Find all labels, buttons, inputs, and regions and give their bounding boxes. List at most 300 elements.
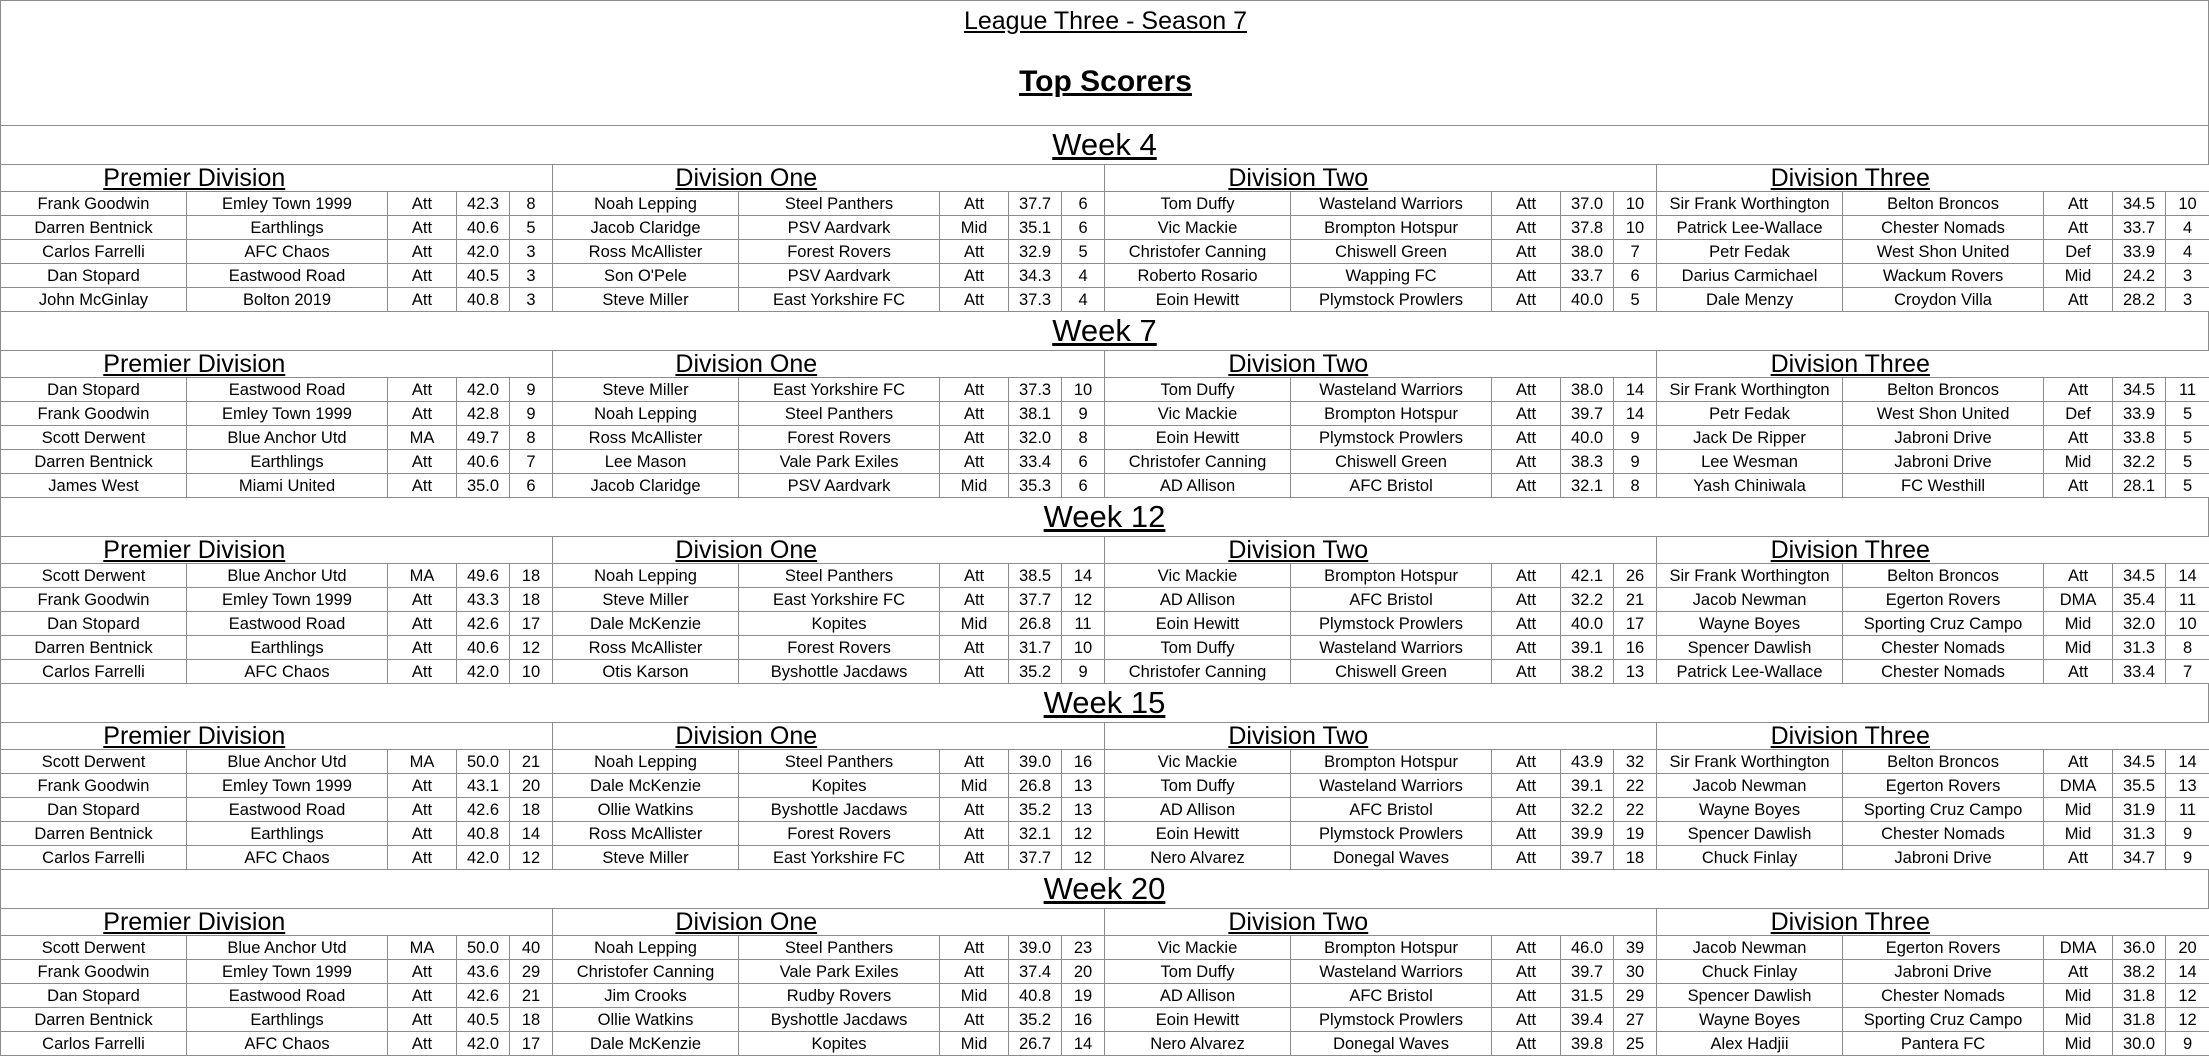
rating-cell: 39.7 bbox=[1561, 846, 1614, 870]
week-block bbox=[0, 870, 2209, 1056]
club-name-cell: East Yorkshire FC bbox=[739, 588, 940, 612]
goals-cell: 5 bbox=[2166, 450, 2209, 474]
rating-cell: 38.5 bbox=[1009, 564, 1062, 588]
table-row bbox=[1, 1008, 2209, 1032]
rating-cell: 26.7 bbox=[1009, 1032, 1062, 1056]
player-name-cell: Dan Stopard bbox=[1, 378, 187, 402]
rating-cell: 37.0 bbox=[1561, 192, 1614, 216]
division-header-row bbox=[1, 723, 2209, 750]
rating-cell: 50.0 bbox=[457, 750, 510, 774]
rating-cell: 34.5 bbox=[2113, 192, 2166, 216]
week-table bbox=[0, 536, 2209, 684]
player-name-cell: Vic Mackie bbox=[1105, 936, 1291, 960]
division-name: Division Three bbox=[1657, 351, 2044, 378]
rating-cell: 42.1 bbox=[1561, 564, 1614, 588]
week-block bbox=[0, 312, 2209, 498]
position-cell: Att bbox=[1492, 660, 1561, 684]
rating-cell: 39.9 bbox=[1561, 822, 1614, 846]
position-cell: Mid bbox=[940, 216, 1009, 240]
goals-cell: 4 bbox=[1062, 264, 1105, 288]
player-name-cell: Carlos Farrelli bbox=[1, 240, 187, 264]
table-row bbox=[1, 288, 2209, 312]
rating-cell: 35.2 bbox=[1009, 798, 1062, 822]
rating-cell: 38.1 bbox=[1009, 402, 1062, 426]
player-name-cell: Christofer Canning bbox=[1105, 660, 1291, 684]
rating-cell: 33.9 bbox=[2113, 240, 2166, 264]
position-cell: MA bbox=[388, 564, 457, 588]
position-cell: Mid bbox=[2044, 636, 2113, 660]
division-name: Premier Division bbox=[1, 723, 388, 750]
goals-cell: 18 bbox=[1614, 846, 1657, 870]
player-name-cell: Noah Lepping bbox=[553, 750, 739, 774]
club-name-cell: Kopites bbox=[739, 1032, 940, 1056]
player-name-cell: Tom Duffy bbox=[1105, 192, 1291, 216]
goals-cell: 32 bbox=[1614, 750, 1657, 774]
position-cell: Att bbox=[1492, 1032, 1561, 1056]
table-row bbox=[1, 216, 2209, 240]
week-block bbox=[0, 126, 2209, 312]
player-name-cell: Scott Derwent bbox=[1, 564, 187, 588]
position-cell: Att bbox=[1492, 378, 1561, 402]
rating-cell: 42.8 bbox=[457, 402, 510, 426]
position-cell: Att bbox=[388, 1008, 457, 1032]
position-cell: Att bbox=[940, 450, 1009, 474]
club-name-cell: Byshottle Jacdaws bbox=[739, 798, 940, 822]
club-name-cell: Blue Anchor Utd bbox=[187, 426, 388, 450]
rating-cell: 42.6 bbox=[457, 798, 510, 822]
player-name-cell: Darren Bentnick bbox=[1, 822, 187, 846]
player-name-cell: Noah Lepping bbox=[553, 564, 739, 588]
player-name-cell: Patrick Lee-Wallace bbox=[1657, 216, 1843, 240]
division-header-spacer bbox=[2044, 537, 2209, 564]
club-name-cell: Brompton Hotspur bbox=[1291, 936, 1492, 960]
player-name-cell: Son O'Pele bbox=[553, 264, 739, 288]
player-name-cell: Ollie Watkins bbox=[553, 1008, 739, 1032]
player-name-cell: Chuck Finlay bbox=[1657, 846, 1843, 870]
rating-cell: 39.8 bbox=[1561, 1032, 1614, 1056]
club-name-cell: AFC Chaos bbox=[187, 846, 388, 870]
rating-cell: 26.8 bbox=[1009, 774, 1062, 798]
club-name-cell: Plymstock Prowlers bbox=[1291, 1008, 1492, 1032]
table-row bbox=[1, 264, 2209, 288]
position-cell: Att bbox=[2044, 216, 2113, 240]
rating-cell: 39.1 bbox=[1561, 636, 1614, 660]
goals-cell: 9 bbox=[2166, 846, 2209, 870]
club-name-cell: Emley Town 1999 bbox=[187, 402, 388, 426]
goals-cell: 5 bbox=[1614, 288, 1657, 312]
rating-cell: 49.7 bbox=[457, 426, 510, 450]
position-cell: Att bbox=[940, 798, 1009, 822]
week-title: Week 15 bbox=[0, 684, 2209, 722]
goals-cell: 26 bbox=[1614, 564, 1657, 588]
player-name-cell: Roberto Rosario bbox=[1105, 264, 1291, 288]
rating-cell: 32.2 bbox=[1561, 798, 1614, 822]
goals-cell: 12 bbox=[1062, 588, 1105, 612]
rating-cell: 40.5 bbox=[457, 1008, 510, 1032]
goals-cell: 8 bbox=[510, 426, 553, 450]
position-cell: Att bbox=[940, 378, 1009, 402]
goals-cell: 19 bbox=[1614, 822, 1657, 846]
player-name-cell: Nero Alvarez bbox=[1105, 846, 1291, 870]
player-name-cell: Steve Miller bbox=[553, 378, 739, 402]
position-cell: Att bbox=[940, 960, 1009, 984]
goals-cell: 5 bbox=[2166, 474, 2209, 498]
goals-cell: 9 bbox=[510, 402, 553, 426]
goals-cell: 7 bbox=[2166, 660, 2209, 684]
position-cell: Mid bbox=[940, 774, 1009, 798]
goals-cell: 13 bbox=[1062, 798, 1105, 822]
player-name-cell: Jacob Claridge bbox=[553, 474, 739, 498]
rating-cell: 40.6 bbox=[457, 216, 510, 240]
rating-cell: 43.1 bbox=[457, 774, 510, 798]
player-name-cell: Spencer Dawlish bbox=[1657, 822, 1843, 846]
position-cell: Att bbox=[940, 936, 1009, 960]
rating-cell: 35.1 bbox=[1009, 216, 1062, 240]
player-name-cell: Tom Duffy bbox=[1105, 636, 1291, 660]
rating-cell: 42.6 bbox=[457, 984, 510, 1008]
position-cell: Att bbox=[2044, 192, 2113, 216]
rating-cell: 39.0 bbox=[1009, 936, 1062, 960]
table-row bbox=[1, 774, 2209, 798]
table-row bbox=[1, 450, 2209, 474]
division-header-row bbox=[1, 351, 2209, 378]
rating-cell: 33.4 bbox=[2113, 660, 2166, 684]
goals-cell: 22 bbox=[1614, 798, 1657, 822]
position-cell: Att bbox=[1492, 936, 1561, 960]
player-name-cell: Jacob Newman bbox=[1657, 936, 1843, 960]
position-cell: Att bbox=[388, 1032, 457, 1056]
club-name-cell: Belton Broncos bbox=[1843, 378, 2044, 402]
goals-cell: 20 bbox=[1062, 960, 1105, 984]
position-cell: Mid bbox=[2044, 450, 2113, 474]
club-name-cell: Vale Park Exiles bbox=[739, 450, 940, 474]
rating-cell: 40.5 bbox=[457, 264, 510, 288]
sheet-header bbox=[0, 0, 2209, 126]
player-name-cell: Nero Alvarez bbox=[1105, 1032, 1291, 1056]
position-cell: Att bbox=[388, 822, 457, 846]
division-header-spacer bbox=[1492, 351, 1657, 378]
goals-cell: 4 bbox=[1062, 288, 1105, 312]
club-name-cell: Belton Broncos bbox=[1843, 564, 2044, 588]
rating-cell: 31.8 bbox=[2113, 984, 2166, 1008]
rating-cell: 32.1 bbox=[1561, 474, 1614, 498]
club-name-cell: Sporting Cruz Campo bbox=[1843, 612, 2044, 636]
table-row bbox=[1, 240, 2209, 264]
club-name-cell: Sporting Cruz Campo bbox=[1843, 798, 2044, 822]
rating-cell: 37.8 bbox=[1561, 216, 1614, 240]
division-name: Division Two bbox=[1105, 351, 1492, 378]
position-cell: Att bbox=[388, 450, 457, 474]
club-name-cell: Chiswell Green bbox=[1291, 660, 1492, 684]
goals-cell: 8 bbox=[1062, 426, 1105, 450]
goals-cell: 12 bbox=[2166, 984, 2209, 1008]
player-name-cell: Noah Lepping bbox=[553, 402, 739, 426]
position-cell: Att bbox=[940, 288, 1009, 312]
rating-cell: 33.7 bbox=[1561, 264, 1614, 288]
position-cell: Att bbox=[940, 750, 1009, 774]
rating-cell: 42.6 bbox=[457, 612, 510, 636]
player-name-cell: Carlos Farrelli bbox=[1, 1032, 187, 1056]
player-name-cell: Jack De Ripper bbox=[1657, 426, 1843, 450]
rating-cell: 33.9 bbox=[2113, 402, 2166, 426]
rating-cell: 35.2 bbox=[1009, 1008, 1062, 1032]
rating-cell: 40.6 bbox=[457, 636, 510, 660]
player-name-cell: Dale Menzy bbox=[1657, 288, 1843, 312]
goals-cell: 39 bbox=[1614, 936, 1657, 960]
player-name-cell: Ross McAllister bbox=[553, 636, 739, 660]
goals-cell: 14 bbox=[2166, 750, 2209, 774]
position-cell: Att bbox=[1492, 798, 1561, 822]
position-cell: Att bbox=[2044, 750, 2113, 774]
division-header-spacer bbox=[940, 165, 1105, 192]
goals-cell: 21 bbox=[1614, 588, 1657, 612]
player-name-cell: Steve Miller bbox=[553, 588, 739, 612]
player-name-cell: Vic Mackie bbox=[1105, 750, 1291, 774]
player-name-cell: Christofer Canning bbox=[1105, 450, 1291, 474]
club-name-cell: Wasteland Warriors bbox=[1291, 636, 1492, 660]
player-name-cell: Jacob Newman bbox=[1657, 774, 1843, 798]
week-title: Week 4 bbox=[0, 126, 2209, 164]
division-name: Division Three bbox=[1657, 537, 2044, 564]
club-name-cell: Earthlings bbox=[187, 636, 388, 660]
position-cell: Att bbox=[388, 378, 457, 402]
rating-cell: 38.2 bbox=[1561, 660, 1614, 684]
club-name-cell: Rudby Rovers bbox=[739, 984, 940, 1008]
division-name: Division Three bbox=[1657, 723, 2044, 750]
rating-cell: 33.4 bbox=[1009, 450, 1062, 474]
goals-cell: 3 bbox=[510, 288, 553, 312]
position-cell: Att bbox=[1492, 402, 1561, 426]
week-block bbox=[0, 684, 2209, 870]
division-header-spacer bbox=[1492, 537, 1657, 564]
table-row bbox=[1, 798, 2209, 822]
rating-cell: 49.6 bbox=[457, 564, 510, 588]
position-cell: Att bbox=[1492, 822, 1561, 846]
rating-cell: 43.9 bbox=[1561, 750, 1614, 774]
position-cell: Att bbox=[1492, 984, 1561, 1008]
goals-cell: 23 bbox=[1062, 936, 1105, 960]
position-cell: Att bbox=[1492, 1008, 1561, 1032]
club-name-cell: Forest Rovers bbox=[739, 822, 940, 846]
player-name-cell: Scott Derwent bbox=[1, 750, 187, 774]
rating-cell: 33.8 bbox=[2113, 426, 2166, 450]
goals-cell: 13 bbox=[1062, 774, 1105, 798]
club-name-cell: Byshottle Jacdaws bbox=[739, 660, 940, 684]
division-header-spacer bbox=[2044, 723, 2209, 750]
position-cell: Att bbox=[940, 822, 1009, 846]
goals-cell: 10 bbox=[1614, 216, 1657, 240]
club-name-cell: Pantera FC bbox=[1843, 1032, 2044, 1056]
position-cell: Att bbox=[1492, 240, 1561, 264]
club-name-cell: Steel Panthers bbox=[739, 192, 940, 216]
player-name-cell: AD Allison bbox=[1105, 984, 1291, 1008]
goals-cell: 6 bbox=[1614, 264, 1657, 288]
goals-cell: 10 bbox=[510, 660, 553, 684]
goals-cell: 12 bbox=[1062, 822, 1105, 846]
goals-cell: 12 bbox=[1062, 846, 1105, 870]
position-cell: Att bbox=[388, 846, 457, 870]
league-title: League Three - Season 7 bbox=[963, 7, 1248, 35]
rating-cell: 31.7 bbox=[1009, 636, 1062, 660]
rating-cell: 34.5 bbox=[2113, 378, 2166, 402]
player-name-cell: AD Allison bbox=[1105, 474, 1291, 498]
goals-cell: 16 bbox=[1062, 750, 1105, 774]
player-name-cell: Vic Mackie bbox=[1105, 216, 1291, 240]
club-name-cell: PSV Aardvark bbox=[739, 216, 940, 240]
division-name: Division One bbox=[553, 723, 940, 750]
rating-cell: 42.0 bbox=[457, 1032, 510, 1056]
player-name-cell: Vic Mackie bbox=[1105, 402, 1291, 426]
rating-cell: 42.0 bbox=[457, 846, 510, 870]
club-name-cell: East Yorkshire FC bbox=[739, 378, 940, 402]
goals-cell: 9 bbox=[1614, 450, 1657, 474]
rating-cell: 37.7 bbox=[1009, 192, 1062, 216]
player-name-cell: Ross McAllister bbox=[553, 426, 739, 450]
division-header-spacer bbox=[1492, 723, 1657, 750]
player-name-cell: Yash Chiniwala bbox=[1657, 474, 1843, 498]
rating-cell: 32.0 bbox=[1009, 426, 1062, 450]
rating-cell: 30.0 bbox=[2113, 1032, 2166, 1056]
division-name: Division Two bbox=[1105, 723, 1492, 750]
club-name-cell: Brompton Hotspur bbox=[1291, 216, 1492, 240]
position-cell: Mid bbox=[2044, 822, 2113, 846]
week-title: Week 7 bbox=[0, 312, 2209, 350]
goals-cell: 5 bbox=[510, 216, 553, 240]
table-row bbox=[1, 936, 2209, 960]
club-name-cell: Chiswell Green bbox=[1291, 450, 1492, 474]
club-name-cell: Kopites bbox=[739, 612, 940, 636]
club-name-cell: Jabroni Drive bbox=[1843, 426, 2044, 450]
club-name-cell: Wasteland Warriors bbox=[1291, 192, 1492, 216]
rating-cell: 32.0 bbox=[2113, 612, 2166, 636]
goals-cell: 18 bbox=[510, 798, 553, 822]
goals-cell: 6 bbox=[510, 474, 553, 498]
position-cell: Att bbox=[1492, 588, 1561, 612]
goals-cell: 29 bbox=[1614, 984, 1657, 1008]
player-name-cell: Dale McKenzie bbox=[553, 774, 739, 798]
club-name-cell: West Shon United bbox=[1843, 240, 2044, 264]
position-cell: Att bbox=[388, 402, 457, 426]
division-name: Premier Division bbox=[1, 909, 388, 936]
position-cell: MA bbox=[388, 750, 457, 774]
division-header-spacer bbox=[388, 537, 553, 564]
goals-cell: 4 bbox=[2166, 240, 2209, 264]
rating-cell: 38.0 bbox=[1561, 378, 1614, 402]
club-name-cell: AFC Bristol bbox=[1291, 474, 1492, 498]
rating-cell: 40.0 bbox=[1561, 612, 1614, 636]
club-name-cell: Chester Nomads bbox=[1843, 984, 2044, 1008]
division-header-spacer bbox=[2044, 909, 2209, 936]
goals-cell: 29 bbox=[510, 960, 553, 984]
club-name-cell: Forest Rovers bbox=[739, 426, 940, 450]
rating-cell: 42.0 bbox=[457, 378, 510, 402]
club-name-cell: Eastwood Road bbox=[187, 798, 388, 822]
player-name-cell: Eoin Hewitt bbox=[1105, 612, 1291, 636]
week-table bbox=[0, 908, 2209, 1056]
position-cell: Mid bbox=[2044, 612, 2113, 636]
division-name: Division One bbox=[553, 537, 940, 564]
position-cell: MA bbox=[388, 426, 457, 450]
player-name-cell: Sir Frank Worthington bbox=[1657, 750, 1843, 774]
position-cell: Mid bbox=[940, 612, 1009, 636]
club-name-cell: Jabroni Drive bbox=[1843, 450, 2044, 474]
position-cell: Att bbox=[940, 564, 1009, 588]
rating-cell: 34.5 bbox=[2113, 564, 2166, 588]
club-name-cell: Emley Town 1999 bbox=[187, 774, 388, 798]
goals-cell: 8 bbox=[2166, 636, 2209, 660]
goals-cell: 11 bbox=[2166, 588, 2209, 612]
club-name-cell: Vale Park Exiles bbox=[739, 960, 940, 984]
player-name-cell: Eoin Hewitt bbox=[1105, 1008, 1291, 1032]
position-cell: Mid bbox=[940, 1032, 1009, 1056]
player-name-cell: Dale McKenzie bbox=[553, 612, 739, 636]
club-name-cell: Emley Town 1999 bbox=[187, 588, 388, 612]
position-cell: Att bbox=[1492, 288, 1561, 312]
rating-cell: 39.0 bbox=[1009, 750, 1062, 774]
position-cell: Att bbox=[940, 240, 1009, 264]
rating-cell: 43.6 bbox=[457, 960, 510, 984]
position-cell: Att bbox=[388, 984, 457, 1008]
division-header-spacer bbox=[388, 909, 553, 936]
table-row bbox=[1, 192, 2209, 216]
player-name-cell: Frank Goodwin bbox=[1, 588, 187, 612]
club-name-cell: Bolton 2019 bbox=[187, 288, 388, 312]
division-name: Premier Division bbox=[1, 537, 388, 564]
rating-cell: 42.3 bbox=[457, 192, 510, 216]
rating-cell: 42.0 bbox=[457, 660, 510, 684]
table-row bbox=[1, 612, 2209, 636]
goals-cell: 18 bbox=[510, 588, 553, 612]
player-name-cell: Darius Carmichael bbox=[1657, 264, 1843, 288]
position-cell: Att bbox=[1492, 960, 1561, 984]
rating-cell: 50.0 bbox=[457, 936, 510, 960]
table-row bbox=[1, 378, 2209, 402]
player-name-cell: Scott Derwent bbox=[1, 936, 187, 960]
player-name-cell: Lee Mason bbox=[553, 450, 739, 474]
club-name-cell: AFC Chaos bbox=[187, 240, 388, 264]
club-name-cell: Donegal Waves bbox=[1291, 846, 1492, 870]
position-cell: Mid bbox=[2044, 798, 2113, 822]
player-name-cell: Ross McAllister bbox=[553, 240, 739, 264]
rating-cell: 35.3 bbox=[1009, 474, 1062, 498]
position-cell: Att bbox=[388, 240, 457, 264]
table-row bbox=[1, 426, 2209, 450]
goals-cell: 6 bbox=[1062, 192, 1105, 216]
club-name-cell: East Yorkshire FC bbox=[739, 846, 940, 870]
club-name-cell: Chester Nomads bbox=[1843, 660, 2044, 684]
player-name-cell: Christofer Canning bbox=[553, 960, 739, 984]
rating-cell: 31.5 bbox=[1561, 984, 1614, 1008]
table-row bbox=[1, 984, 2209, 1008]
position-cell: Att bbox=[1492, 564, 1561, 588]
club-name-cell: Plymstock Prowlers bbox=[1291, 612, 1492, 636]
player-name-cell: Wayne Boyes bbox=[1657, 1008, 1843, 1032]
goals-cell: 14 bbox=[1614, 378, 1657, 402]
division-header-spacer bbox=[940, 537, 1105, 564]
table-row bbox=[1, 1032, 2209, 1056]
club-name-cell: Belton Broncos bbox=[1843, 192, 2044, 216]
rating-cell: 32.2 bbox=[2113, 450, 2166, 474]
player-name-cell: Ollie Watkins bbox=[553, 798, 739, 822]
club-name-cell: Forest Rovers bbox=[739, 636, 940, 660]
rating-cell: 40.0 bbox=[1561, 288, 1614, 312]
goals-cell: 14 bbox=[1062, 564, 1105, 588]
position-cell: Att bbox=[388, 264, 457, 288]
player-name-cell: James West bbox=[1, 474, 187, 498]
rating-cell: 39.4 bbox=[1561, 1008, 1614, 1032]
club-name-cell: Emley Town 1999 bbox=[187, 192, 388, 216]
player-name-cell: Alex Hadjii bbox=[1657, 1032, 1843, 1056]
